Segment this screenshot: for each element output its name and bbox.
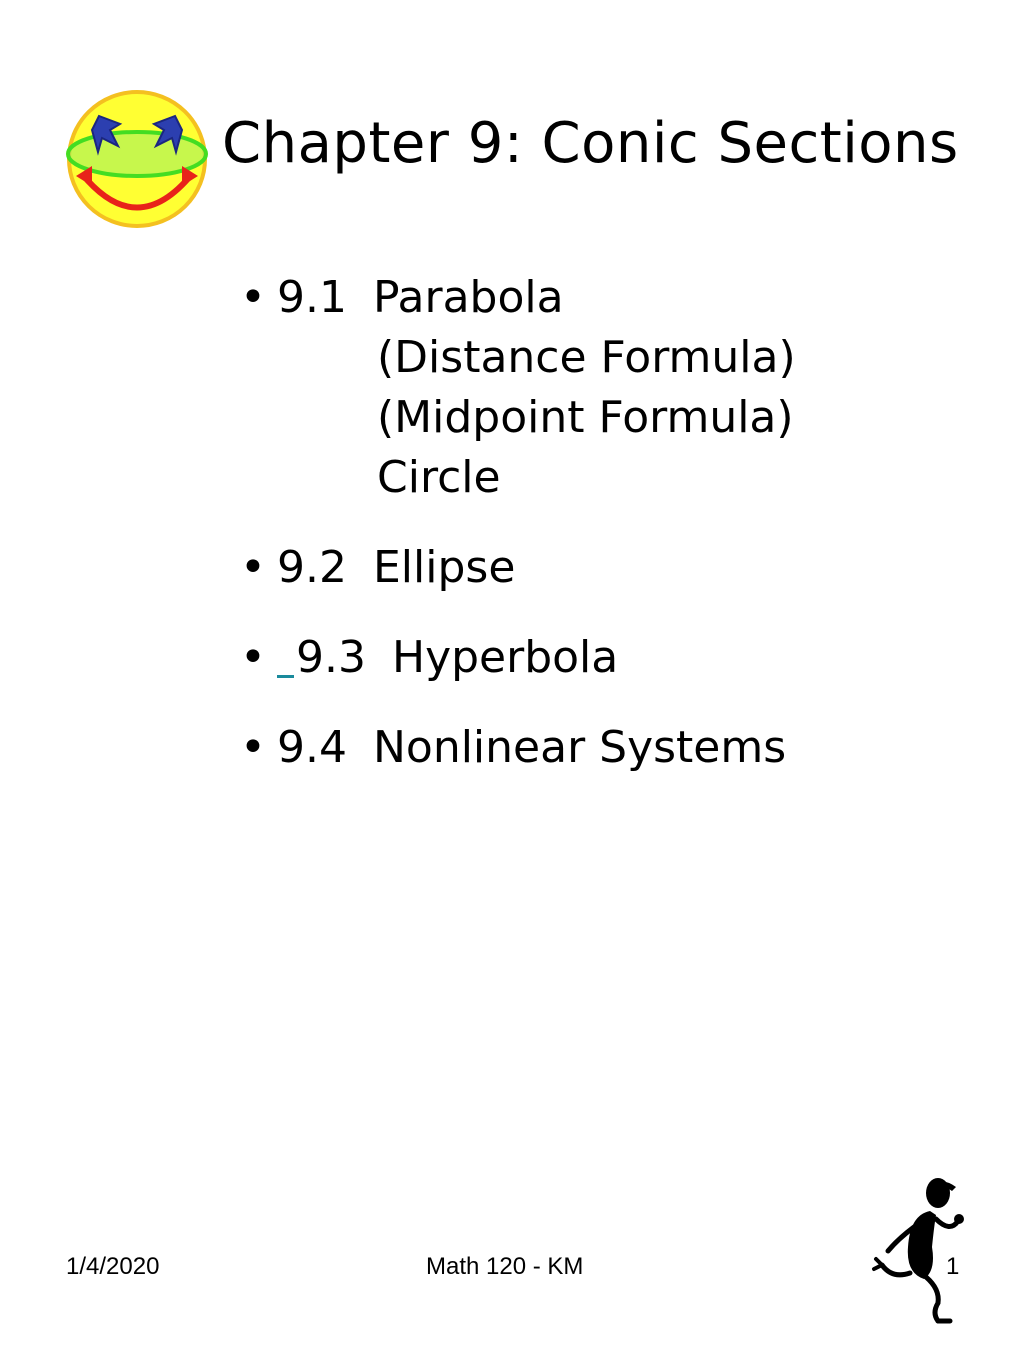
topic-label: Nonlinear Systems bbox=[372, 722, 787, 773]
page-number: 1 bbox=[946, 1253, 960, 1280]
bullet-icon: • bbox=[240, 272, 266, 323]
bullet-icon: • bbox=[240, 542, 266, 593]
subtopic-item: (Midpoint Formula) bbox=[377, 392, 794, 443]
topic-number: 9.1 bbox=[277, 272, 347, 323]
smiley-face-logo-icon bbox=[62, 86, 212, 232]
topic-number: 9.3 bbox=[296, 632, 366, 683]
footer-date: 1/4/2020 bbox=[66, 1253, 160, 1280]
list-item bbox=[240, 538, 940, 598]
topic-label: Parabola bbox=[372, 272, 564, 323]
bullet-icon: • bbox=[240, 632, 266, 683]
bullet-icon: • bbox=[240, 722, 266, 773]
topic-number: 9.4 bbox=[277, 722, 347, 773]
subtopic-item: (Distance Formula) bbox=[377, 332, 796, 383]
topic-number: 9.2 bbox=[277, 542, 347, 593]
list-item bbox=[240, 718, 940, 778]
running-stick-figure-icon bbox=[870, 1175, 970, 1325]
subtopic-item: Circle bbox=[377, 452, 501, 503]
topic-label: Hyperbola bbox=[391, 632, 619, 683]
page-title: Chapter 9: Conic Sections bbox=[222, 111, 959, 176]
hyperlink[interactable] bbox=[277, 635, 294, 678]
topic-label: Ellipse bbox=[372, 542, 516, 593]
list-item bbox=[240, 268, 940, 508]
list-item bbox=[240, 628, 940, 688]
topic-list bbox=[240, 268, 940, 778]
footer-course: Math 120 - KM bbox=[426, 1253, 584, 1280]
